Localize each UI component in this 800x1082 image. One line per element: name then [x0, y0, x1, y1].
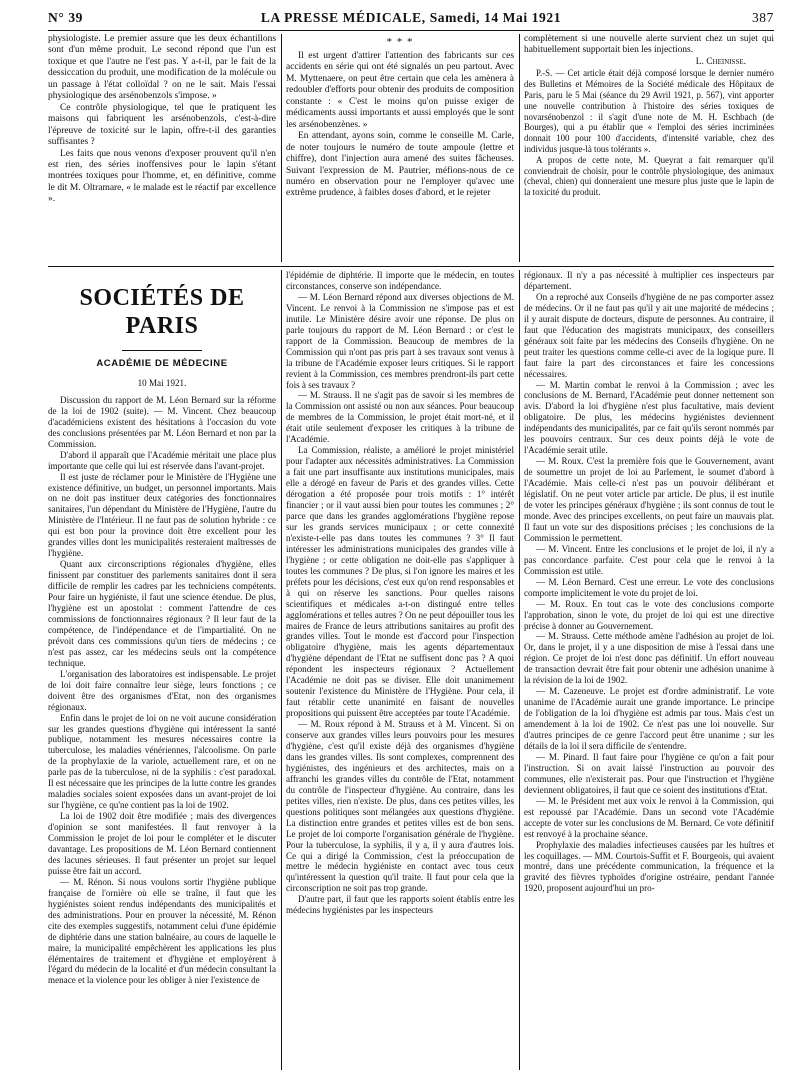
paragraph: D'autre part, il faut que les rapports soient établis entre les médecins hygiénistes par les inspecteurs [286, 894, 514, 916]
column-divider [281, 270, 282, 1070]
bottom-column-3 [524, 270, 774, 894]
paragraph: — M. Martin combat le renvoi à la Commission ; avec les conclusions de M. Bernard, l'Académie peut donner nettement son avis. D'abord la loi d'hygiène n'est plus facultative, mais devient obligatoire. De plus, les médecins hygiénistes deviennent indépendants des municipalités, par ce fait qu'ils seront nommés par les pouvoirs centraux. Sur ces deux points déjà le vote de l'Académie serait utile. [524, 379, 774, 456]
paragraph: — M. Pinard. Il faut faire pour l'hygiène ce qu'on a fait pour l'instruction. Si on avait laissé l'instruction au pouvoir des communes, elle n'existerait pas. Pour que l'instruction et l'hygiène deviennent obligatoires, il faut que ce soient des institutions d'Etat. [524, 751, 774, 795]
paragraph: — M. Rénon. Si nous voulons sortir l'hygiène publique française de l'ornière où elle se traîne, il faut que les hygiénistes soient rendus indépendants des municipalités et des administrations. Pour en prouver la nécessité, M. Rénon cite des exemples suggestifs, notamment celui d'une épidémie de diphtérie dans une station balnéaire, au cours de laquelle le maire, la municipalité empêchèrent les applications les plus élémentaires de traitement et d'hygiène et employèrent à l'égard du médecin de la localité et d'un médecin consultant la menace et la violence pour les obliger à nier l'existence de [48, 876, 276, 986]
paragraph: — M. Strauss. Il ne s'agit pas de savoir si les membres de la Commission ont assisté ou non aux séances. Pour beaucoup de membres de la Commission, le projet était mort-né, et il était utile seulement d'exposer les critiques à la tribune de l'Académie. [286, 390, 514, 445]
bottom-column-2 [286, 270, 514, 916]
section-divider [48, 266, 774, 267]
paragraph: — M. Roux répond à M. Strauss et à M. Vincent. Si on conserve aux grandes villes leurs pouvoirs pour les mesures d'hygiène, c'est qu'il existe déjà des organismes d'hygiène dans les grandes villes. Ils sont complexes, comprennent des hygiénistes, des ingénieurs et des architectes, mais on a affranchi les grandes villes du contrôle de l'Etat, notamment du contrôle de l'inspecteur d'hygiène. Au contraire, dans les petites villes, rien n'existe. De plus, dans ces petites villes, les questions politiques sont mélangées aux questions d'hygiène. La distinction entre grandes et petites villes est de bon sens. Le projet de loi comporte l'organisation générale de l'hygiène. Pour la tuberculose, la syphilis, il y a, il y aura d'autres lois. Ce qui a dirigé la Commission, c'est la préoccupation de mettre le médecin hygiéniste en contact avec tous ceux qu'intéressent la question qu'il traite. Il faut pour cela que la circonscription ne soit pas trop grande. [286, 719, 514, 894]
top-column-3 [524, 34, 774, 198]
column-divider [519, 34, 520, 262]
paragraph: Enfin dans le projet de loi on ne voit aucune considération sur les grandes questions d'hygiène qui intéressent la santé publique, notamment les mesures nécessaires contre la tuberculose, les maladies vénériennes, l'alcoolisme. On parle de la prophylaxie de la variole, actuellement rare, et on ne parle pas de la tuberculose, ni de la syphilis : c'est paradoxal. Il est nécessaire que les principes de la lutte contre les grandes maladies sociales soient exposées dans un avant-projet de loi sur l'hygiène, ce qu'ne contient pas la loi de 1902. [48, 712, 276, 811]
paragraph: — M. le Président met aux voix le renvoi à la Commission, qui est repoussé par l'Académie. Dans un second vote l'Académie accepte de voter sur les conclusions de M. Bernard. Ce vote définitif est renvoyé à la prochaine séance. [524, 795, 774, 839]
paragraph: Ce contrôle physiologique, tel que le pratiquent les maisons qui fabriquent les arsénobenzols, c'est-à-dire l'épreuve de toxicité sur le lapin, offre-t-il des garanties suffisantes ? [48, 102, 276, 148]
issue-number: N° 39 [48, 10, 84, 25]
paragraph: — M. Strauss. Cette méthode amène l'adhésion au projet de loi. Or, dans le projet, il y a une disposition de mise à l'essai dans une région. Ce projet de loi n'est donc pas définitif. Un effort nouveau de transaction devrait être fait pour obtenir une adhésion unanime à la révision de la loi de 1902. [524, 631, 774, 686]
paragraph: complètement si une nouvelle alerte survient chez un sujet qui habituellement supportait bien les injections. [524, 34, 774, 56]
section-stars: * * * [386, 36, 414, 48]
paragraph: Les faits que nous venons d'exposer prouvent qu'il n'en est rien, des séries inoffensives pour le lapin s'étant montrées toxiques pour l'homme, et, en définitive, comme le dit M. Oltramare, « le malade est le réactif par excellence ». [48, 148, 276, 205]
paragraph: — M. Vincent. Entre les conclusions et le projet de loi, il n'y a pas concordance parfaite. C'est pour cela que le renvoi à la Commission est utile. [524, 543, 774, 576]
bottom-column-1 [48, 270, 276, 986]
paragraph: — M. Léon Bernard. C'est une erreur. Le vote des conclusions comporte implicitement le vote du projet de loi. [524, 576, 774, 598]
author-signature: L. Cheinisse. [695, 56, 746, 67]
paragraph: — M. Léon Bernard répond aux diverses objections de M. Vincent. Le renvoi à la Commission ne s'impose pas et est inutile. Le Ministère désire avoir une réponse. De plus on parle toujours du rapport de M. Léon Bernard : or c'est le rapport de la Commission. Beaucoup de membres de la Commission qui n'ont pas pris part à ses travaux sont venus à la tribune de l'Académie exposer leurs critiques. Si le rapport revient à la Commission, ces membres prendront-ils part cette fois à ses travaux ? [286, 291, 514, 390]
paragraph: On a reproché aux Conseils d'hygiène de ne pas comporter assez de médecins. Or il ne faut pas qu'il y ait une majorité de médecins ; il y aurait dispute de docteurs, dispute de personnes. Au contraire, il faut que l'éducation des magistrats municipaux, des conseillers généraux soit faite par les médecins des Conseils d'hygiène. On ne peut traiter les questions comme celle-ci avec de la logique pure. Il faut faire la part des circonstances et faire les concessions nécessaires. [524, 291, 774, 379]
paragraph: Il est urgent d'attirer l'attention des fabricants sur ces accidents en série qui ont été signalés un peu partout. Avec M. Myttenaere, on peut être certain que cela les amènera à redoubler d'efforts pour obtenir des produits de composition constante : « C'est le moins qu'on puisse exiger de médicaments aussi importants et aussi employés que le sont les arsénobenzènes. » [286, 51, 514, 130]
paragraph: Quant aux circonscriptions régionales d'hygiène, elles finissent par constituer des parlements sanitaires dont il sera difficile de remplir les cadres par les techniciens compétents. Pour faire un hygiéniste, il faut une science étendue. De plus, l'hygiène est un apostolat : comment l'attendre de ces commissions de fonctionnaires régionaux ? Il leur faut de la compétence, de l'indépendance et de l'impartialité. On ne prévoit dans ces commissions qu'un tiers de médecins ; ce n'est pas assez, car les médecins seuls ont la compétence technique. [48, 559, 276, 668]
paragraph: La loi de 1902 doit être modifiée ; mais des divergences d'opinion se sont manifestées. Il faut renvoyer à la Commission le projet de loi pour le compléter et le discuter davantage. Les propositions de M. Léon Bernard contiennent des lacunes sérieuses. Il faut présenter un projet sur lequel puisse être fait un accord. [48, 811, 276, 876]
paragraph: Prophylaxie des maladies infectieuses causées par les huîtres et les coquillages. — MM. Courtois-Suffit et F. Bourgeois, qui avaient montré, dans une précédente communication, la fréquence et la gravité des fièvres typhoïdes d'origine ostréaire, pendant l'année 1920, proposent aujourd'hui un pro- [524, 839, 774, 894]
page-header [48, 8, 774, 31]
paragraph: Il est juste de réclamer pour le Ministère de l'Hygiène une existence définitive, un budget, un personnel importants. Mais on ne doit pas instituer deux catégories des fonctionnaires sanitaires, l'un dépendant du Ministère de l'Hygiène, l'autre du Ministère de l'Intérieur. Il ne faut pas de solution hybride : ce qui est bon pour la province doit être excellent pour les grandes villes dont les municipalités resteraient maîtresses de l'hygiène. [48, 471, 276, 559]
journal-title: LA PRESSE MÉDICALE, Samedi, 14 Mai 1921 [260, 10, 562, 25]
top-column-2 [286, 34, 514, 200]
paragraph: — M. Roux. C'est la première fois que le Gouvernement, avant de soumettre un projet de loi au Parlement, le soumet d'abord à l'Académie. Mais celle-ci n'est pas un pouvoir délibérant et législatif. On ne peut voter article par article. De plus, il est inutile de voter les principes généraux d'hygiène ; ils sont connus de tout le monde. Avec des principes excellents, on peut faire un mauvais plat. Il faut un vote sur des dispositions précises ; les conclusions de la Commission le permettent. [524, 456, 774, 543]
session-date: 10 Mai 1921. [137, 377, 187, 388]
paragraph: régionaux. Il n'y a pas nécessité à multiplier ces inspecteurs par département. [524, 270, 774, 291]
paragraph: physiologiste. Le premier assure que les deux échantillons sont d'un même produit. Le second répond que l'un est toxique et que l'autre ne l'est pas. Y a-t-il, par le fait de la dessiccation du produit, une modification de la molécule ou un passage à l'état colloïdal ? on ne le sait. Mais l'essai physiologique des arsénobenzols s'impose. » [48, 34, 276, 102]
paragraph: — M. Cazeneuve. Le projet est d'ordre administratif. Le vote unanime de l'Académie aurait une grande importance. Le principe de l'obligation de la loi d'hygiène est admis par tous. Mais c'est un amendement à la loi de 1902. Ce n'est pas une loi nouvelle. Sur d'autres principes de ce genre l'accord peut être unanime ; sur les détails de la loi il sera difficile de s'entendre. [524, 686, 774, 751]
section-title: SOCIÉTÉS DE PARIS [79, 285, 245, 339]
page-number: 387 [751, 10, 774, 25]
column-divider [519, 270, 520, 1070]
paragraph: — M. Roux. En tout cas le vote des conclusions comporte l'approbation, sinon le vote, du projet de loi qui est une directive précise à donner au Gouvernement. [524, 598, 774, 631]
paragraph: En attendant, ayons soin, comme le conseille M. Carle, de noter toujours le numéro de toute ampoule (lettre et chiffre), dont l'injection aura amené des suites fâcheuses. Suivant l'expression de M. Pautrier, méfions-nous de ce numéro en observation pour ne l'employer qu'avec une extrême prudence, à faibles doses d'abord, et le rejeter [286, 131, 514, 199]
paragraph: l'épidémie de diphtérie. Il importe que le médecin, en toutes circonstances, conserve son indépendance. [286, 270, 514, 291]
title-rule [122, 350, 202, 351]
paragraph: D'abord il apparaît que l'Académie méritait une place plus importante que celle qui lui est réservée dans l'avant-projet. [48, 449, 276, 471]
academy-heading: ACADÉMIE DE MÉDECINE [96, 358, 228, 369]
top-column-1 [48, 34, 276, 206]
paragraph: Discussion du rapport de M. Léon Bernard sur la réforme de la loi de 1902 (suite). — M. Vincent. Chez beaucoup d'académiciens existent des hésitations à l'occasion du vote des conclusions présentées par M. Léon Bernard et non par la Commission. [48, 394, 276, 449]
paragraph: L'organisation des laboratoires est indispensable. Le projet de loi doit faire connaître leur siège, leurs fonctions ; ce doivent être des organismes d'Etat, non des organismes régionaux. [48, 668, 276, 712]
paragraph: A propos de cette note, M. Queyrat a fait remarquer qu'il conviendrait de choisir, pour le contrôle physiologique, des animaux (cheval, chien) qui donneraient une mesure plus juste que le lapin de la toxicité du produit. [524, 154, 774, 198]
column-divider [281, 34, 282, 262]
paragraph: La Commission, réaliste, a amélioré le projet ministériel pour l'adapter aux nécessités administratives. La Commission a fait une part insuffisante aux institutions municipales, mais elle a dérogé en faveur de Paris et des grandes villes. Cette dérogation a été proposée pour trois motifs : 1° intérêt financier ; or il vaut aussi bien pour toutes les communes ; 2° parce que dans les grandes agglomérations l'hygiène repose sur les grands services municipaux ; or cette connexité n'existe-t-elle pas dans toutes les communes ? 3° Il faut intéresser les administrations municipales des grandes ville à l'hygiène ; or cette obligation ne doit-elle pas s'appliquer à toutes les communes ? De plus, si l'on ignore les maires et les préfets pour les décisions, c'est eux qu'on rend responsables et à qui on réserve les sanctions. Pour quelles raisons scientifiques et médicales a-t-on distingué entre telles agglomérations et telles autres ? On ne peut dépouiller tous les maires de France de leurs attributions sanitaires au profit des grandes villes. Tout le monde est d'accord pour l'inspection obligatoire d'hygiène, mais les agents départementaux d'hygiène dépendant de l'Etat ne suffisent donc pas ? A quoi répondent les inspecteurs régionaux ? Actuellement l'Académie ne doit pas se diviser. Elle doit unanimement soutenir l'existence du Ministère de l'Hygiène. Pour cela, il faut rétablir cette unanimité en faisant de nouvelles propositions qui puissent être acceptées par toute l'Académie. [286, 445, 514, 719]
postscript: P.-S. — Cet article était déjà composé lorsque le dernier numéro des Bulletins et Mémoires de la Société médicale des Hôpitaux de Paris, paru le 5 Mai (séance du 29 Avril 1921, p. 567), vint apporter une nouvelle contribution à l'histoire des séries toxiques de novarsénobenzol : il s'agit d'une note de M. H. Eschbach (de Bourges), qui a pu établir que « l'emploi des séries incriminées donnait 100 pour 100 d'accidents, d'intensité variable, chez des individus jusque-là tous tolérants ». [524, 68, 774, 154]
